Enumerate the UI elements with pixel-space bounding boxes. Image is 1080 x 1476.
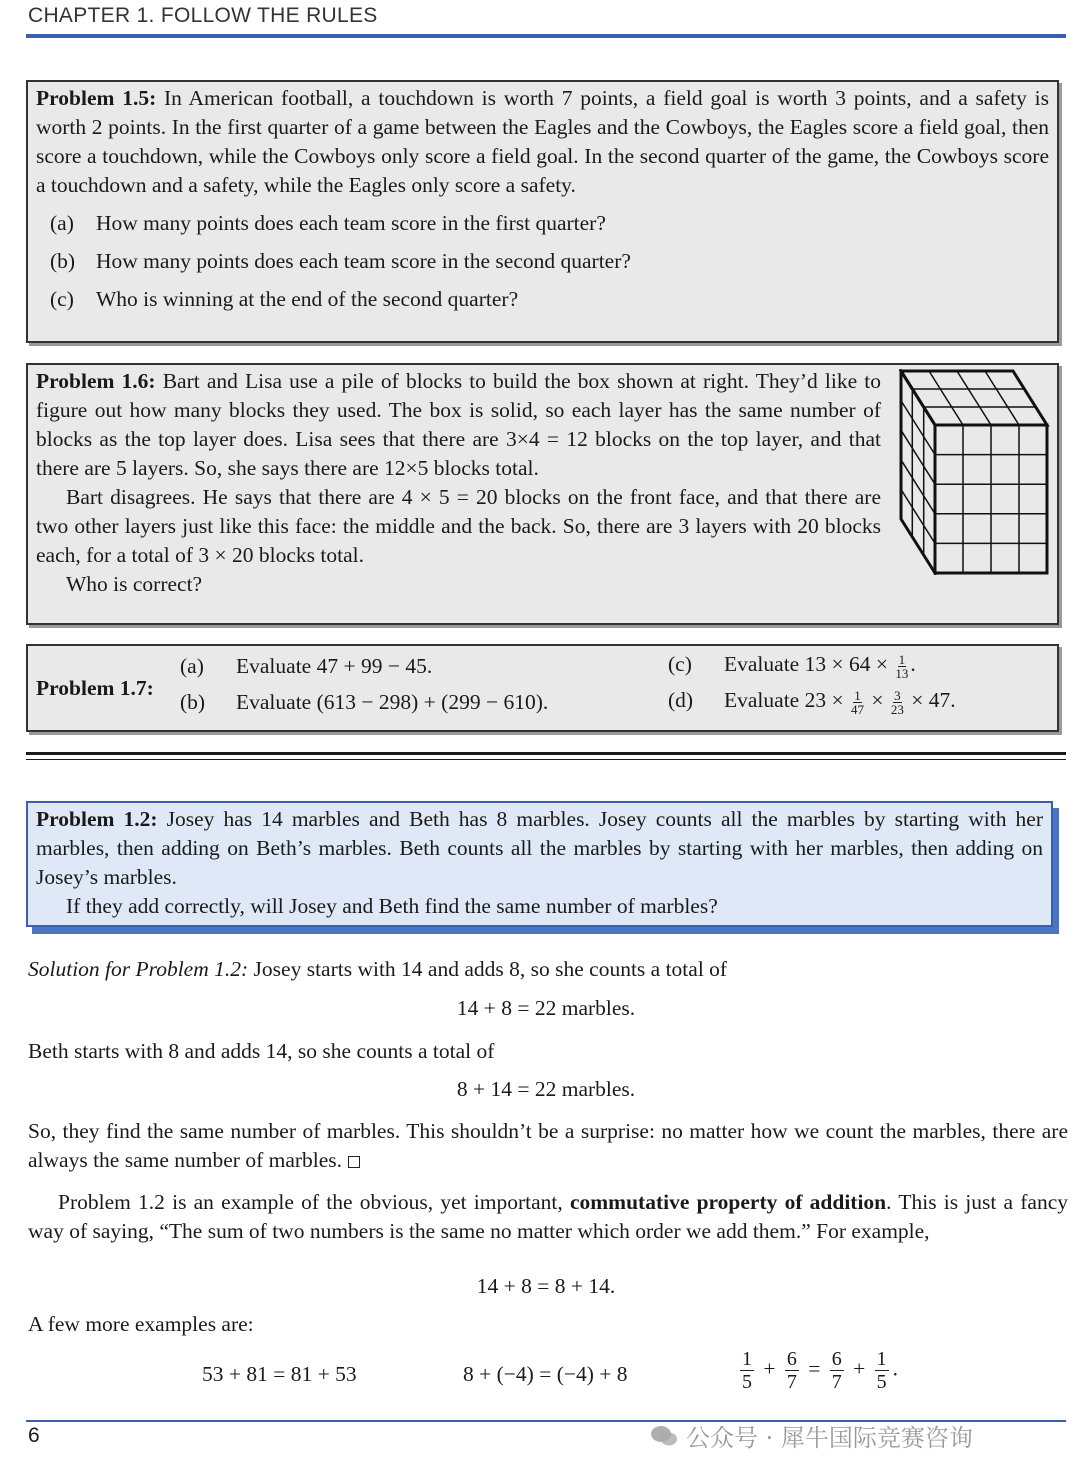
section-divider-thin (26, 759, 1066, 760)
fraction: $\frac{1}{47}$ (850, 687, 864, 717)
solution-equation-2: 8 + 14 = 22 marbles. (456, 1077, 636, 1101)
problem-1-5-part-a: (a) How many points does each team score in the first quarter? (50, 211, 606, 235)
problem-1-6-box (26, 363, 1059, 625)
qed-square-icon (348, 1156, 360, 1168)
commutative-term: commutative property of addition (569, 1190, 887, 1214)
solution-equation-1: 14 + 8 = 22 marbles. (456, 996, 636, 1020)
watermark-text: 公众号 · 犀牛国际竞赛咨询 (686, 1424, 973, 1452)
page-number: 6 (28, 1424, 40, 1447)
problem-1-7-box (26, 644, 1059, 732)
problem-1-6-bart: Bart disagrees. He says that there are 4 × 5 = 20 blocks on the front face, and that there are two other layers just like this face: the middle and the back. So, there are 3 layers with 20 blocks each, for a total of 3 × 20 blocks total. (36, 485, 881, 567)
problem-1-5-box (26, 80, 1059, 343)
watermark (650, 1418, 973, 1453)
problem-1-5-part-b: (b) How many points does each team score in the second quarter? (50, 249, 631, 273)
solution-conclusion: So, they find the same number of marbles. This shouldn’t be a surprise: no matter how we count the marbles, there are always the same number of marbles. (28, 1119, 1068, 1172)
problem-1-2-label: Problem 1.2: (36, 807, 158, 831)
problem-1-7-part-b: (b) Evaluate (613 − 298) + (299 − 610). (180, 690, 549, 714)
problem-1-6-label: Problem 1.6: (36, 369, 156, 393)
problem-1-7-part-a: (a) Evaluate 47 + 99 − 45. (180, 654, 433, 678)
commutative-paragraph: Problem 1.2 is an example of the obvious, yet important, commutative property of addition. This is just a fancy way of saying, “The sum of two numbers is the same no matter which order we add them.” For example, (28, 1190, 1069, 1243)
block-box-diagram (899, 369, 1051, 575)
problem-1-2-text: Problem 1.2: Josey has 14 marbles and Beth has 8 marbles. Josey counts all the marbles by starting with her marbles, then adding on Beth’s marbles. Beth counts all the marbles by starting with her marbles, then adding on Josey’s marbles. (36, 807, 1043, 889)
problem-1-7-part-c: (c) Evaluate 13 × 64 × $\frac{1}{13}$ . (668, 651, 916, 681)
problem-1-6-text: Problem 1.6: Bart and Lisa use a pile of blocks to build the box shown at right. They’d like to figure out how many blocks they used. The box is solid, so each layer has the same number of blocks as the top layer does. Lisa sees that there are 3×4 = 12 blocks on the top layer, and that there are 5 layers. So, she says there are 12×5 blocks total. (36, 369, 881, 480)
problem-1-2-box (26, 801, 1053, 927)
problem-1-6-question: Who is correct? (66, 572, 203, 596)
chapter-header: CHAPTER 1. FOLLOW THE RULES (28, 4, 378, 27)
solution-intro: Solution for Problem 1.2: Josey starts with 14 and adds 8, so she counts a total of (28, 957, 728, 981)
problem-1-5-label: Problem 1.5: (36, 86, 157, 110)
more-examples-label: A few more examples are: (28, 1312, 254, 1336)
solution-line-2: Beth starts with 8 and adds 14, so she counts a total of (28, 1039, 495, 1063)
fraction: $\frac{1}{13}$ (895, 651, 909, 681)
example-2: 8 + (−4) = (−4) + 8 (463, 1362, 628, 1386)
example-1: 53 + 81 = 81 + 53 (202, 1362, 357, 1386)
fraction: $\frac{3}{23}$ (890, 687, 904, 717)
header-rule (26, 34, 1066, 38)
problem-1-2-question: If they add correctly, will Josey and Beth find the same number of marbles? (66, 894, 718, 918)
problem-1-7-label: Problem 1.7: (36, 676, 154, 700)
commutative-equation: 14 + 8 = 8 + 14. (476, 1274, 616, 1298)
problem-1-5-text: Problem 1.5: In American football, a touchdown is worth 7 points, a field goal is worth 3 points, and a safety is worth 2 points. In the first quarter of a game between the Eagles and the Cowboys, the Eagles score a field goal, then score a touchdown, while the Cowboys only score a field goal. In the second quarter of the game, the Cowboys score a touchdown and a safety, while the Eagles only score a safety. (36, 86, 1049, 197)
problem-1-7-part-d: (d) Evaluate 23 × $\frac{1}{47}$ × $\frac{3}{23}$ × 47. (668, 687, 956, 717)
section-divider (26, 752, 1066, 755)
problem-1-5-part-c: (c) Who is winning at the end of the second quarter? (50, 287, 519, 311)
solution-label: Solution for Problem 1.2: (28, 957, 249, 981)
example-3: $\frac{1}{5}$ + $\frac{6}{7}$ = $\frac{6}{7}$ + $\frac{1}{5}$ . (742, 1348, 899, 1393)
wechat-icon (650, 1425, 678, 1447)
